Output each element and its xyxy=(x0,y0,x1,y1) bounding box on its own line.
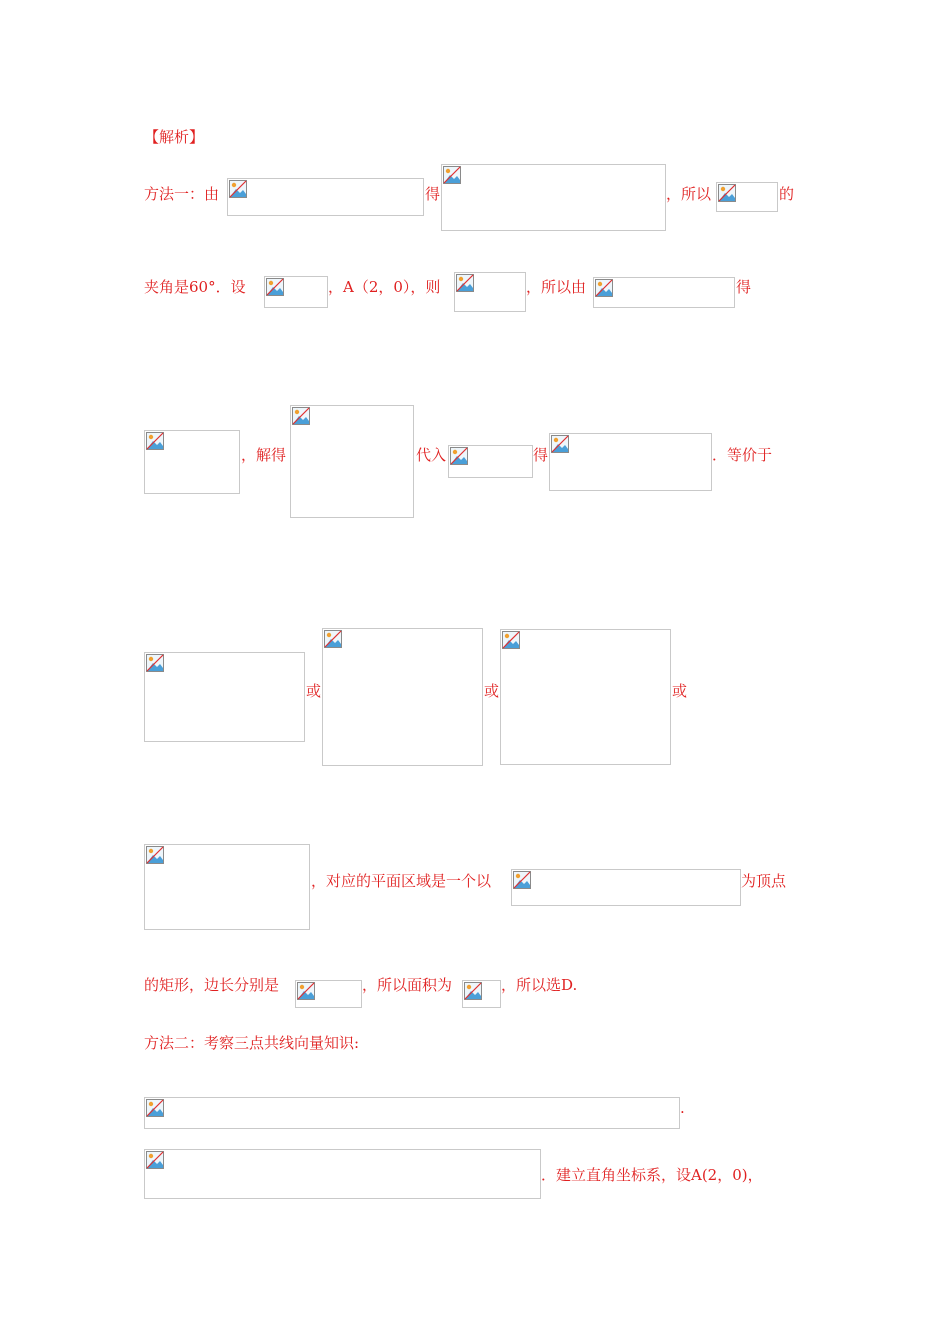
formula-image xyxy=(441,164,666,231)
broken-image-icon xyxy=(513,871,531,889)
text-segment: 得 xyxy=(425,185,441,203)
text-segment: ．建立直角坐标系，设A(2，0)， xyxy=(541,1166,763,1184)
broken-image-icon xyxy=(450,447,468,465)
text-segment: 方法一：由 xyxy=(144,185,220,203)
broken-image-icon xyxy=(595,279,613,297)
text-segment: ，对应的平面区域是一个以 xyxy=(311,872,492,890)
text-segment: ，所以选D. xyxy=(501,976,578,994)
text-segment: 方法二：考察三点共线向量知识: xyxy=(144,1034,360,1052)
broken-image-icon xyxy=(456,274,474,292)
broken-image-icon xyxy=(146,432,164,450)
text-segment: . xyxy=(680,1099,685,1117)
formula-image xyxy=(295,980,362,1008)
text-segment: ．等价于 xyxy=(712,446,773,464)
text-segment: 或 xyxy=(306,682,322,700)
text-segment: 或 xyxy=(672,682,688,700)
formula-image xyxy=(454,272,526,312)
formula-image xyxy=(144,430,240,494)
formula-image xyxy=(716,182,778,212)
text-segment: 夹角是60°．设 xyxy=(144,278,246,296)
broken-image-icon xyxy=(297,982,315,1000)
formula-image xyxy=(549,433,712,491)
broken-image-icon xyxy=(718,184,736,202)
broken-image-icon xyxy=(443,166,461,184)
broken-image-icon xyxy=(229,180,247,198)
formula-image xyxy=(144,1097,680,1129)
formula-image xyxy=(322,628,483,766)
formula-image xyxy=(264,276,328,308)
formula-image xyxy=(144,1149,541,1199)
text-segment: 得 xyxy=(533,446,549,464)
formula-image xyxy=(462,980,501,1008)
formula-image xyxy=(227,178,424,216)
broken-image-icon xyxy=(146,1099,164,1117)
formula-image xyxy=(593,277,735,308)
broken-image-icon xyxy=(146,1151,164,1169)
broken-image-icon xyxy=(502,631,520,649)
text-segment: 为顶点 xyxy=(741,872,787,890)
broken-image-icon xyxy=(146,654,164,672)
broken-image-icon xyxy=(292,407,310,425)
formula-image xyxy=(290,405,414,518)
formula-image xyxy=(144,844,310,930)
formula-image xyxy=(500,629,671,765)
formula-image xyxy=(511,869,741,906)
text-segment: 或 xyxy=(484,682,500,700)
section-heading: 【解析】 xyxy=(144,128,205,146)
formula-image xyxy=(144,652,305,742)
text-segment: ，所以 xyxy=(666,185,712,203)
broken-image-icon xyxy=(146,846,164,864)
text-segment: ，A（2，0），则 xyxy=(328,278,441,296)
text-segment: 的矩形，边长分别是 xyxy=(144,976,280,994)
text-segment: 的 xyxy=(779,185,795,203)
broken-image-icon xyxy=(324,630,342,648)
text-segment: ，解得 xyxy=(241,446,287,464)
text-segment: 得 xyxy=(736,278,752,296)
text-segment: 代入 xyxy=(416,446,447,464)
text-segment: ，所以由 xyxy=(526,278,587,296)
text-segment: ，所以面积为 xyxy=(362,976,453,994)
broken-image-icon xyxy=(266,278,284,296)
broken-image-icon xyxy=(464,982,482,1000)
broken-image-icon xyxy=(551,435,569,453)
formula-image xyxy=(448,445,533,478)
